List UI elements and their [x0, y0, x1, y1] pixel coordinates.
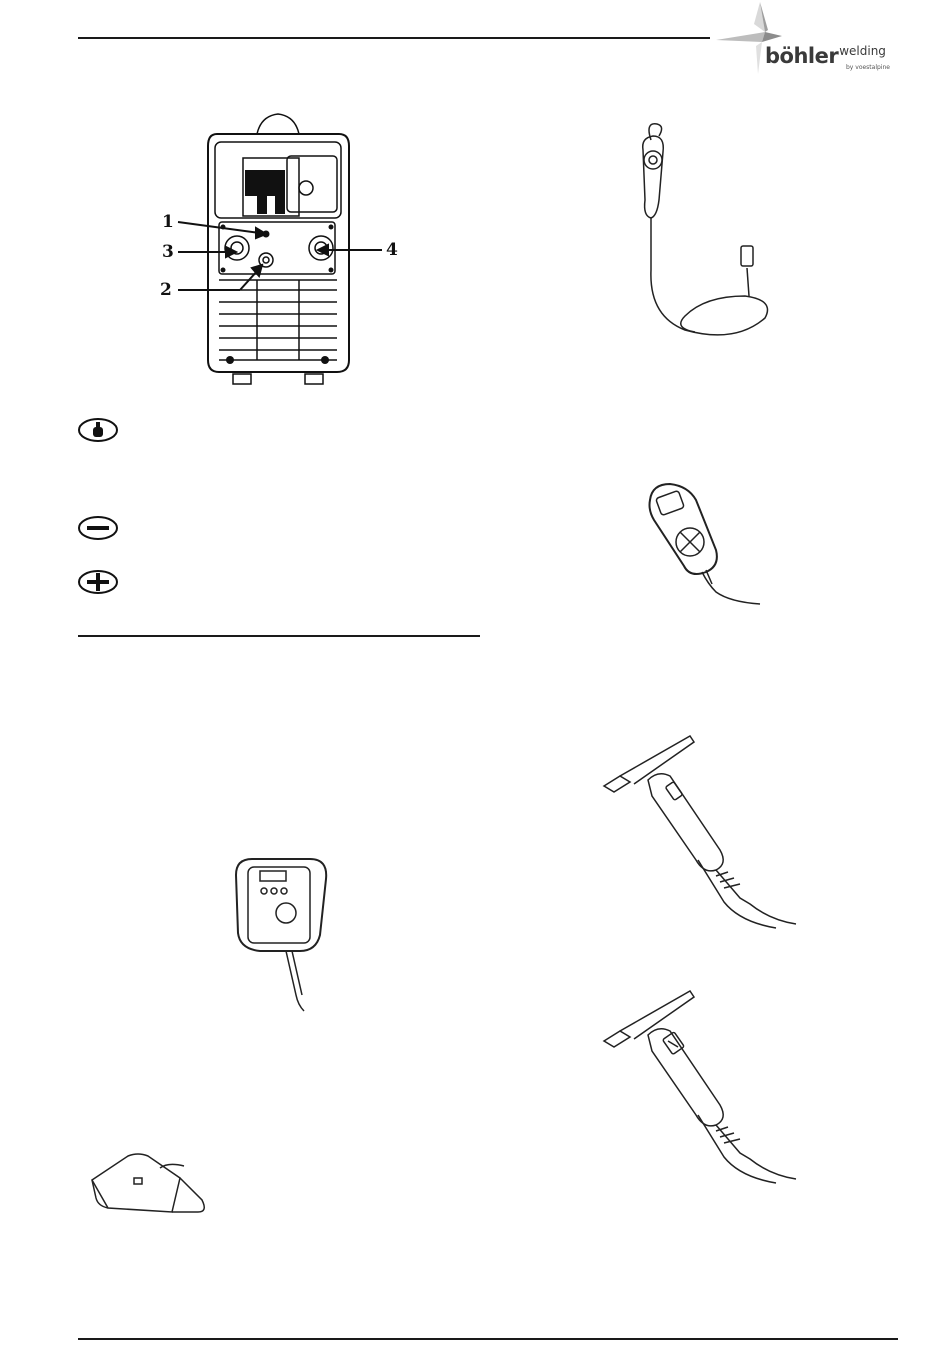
up-down-torch-icon [625, 120, 775, 350]
brand-name-light: welding [839, 44, 886, 58]
plus-circle-icon [78, 570, 118, 594]
brand-name-bold: böhler [765, 44, 839, 68]
callout-4: 4 [386, 240, 398, 260]
callout-1: 1 [162, 212, 174, 232]
footer-rule [78, 1338, 898, 1340]
callout-3: 3 [162, 242, 174, 262]
tig-torch-display-icon [600, 985, 810, 1185]
tig-torch-icon [600, 730, 810, 930]
remote-control-icon [640, 480, 770, 610]
gas-bottle-icon [78, 418, 118, 442]
minus-circle-icon [78, 516, 118, 540]
analog-remote-icon [230, 855, 340, 1015]
foot-pedal-icon [88, 1150, 218, 1240]
brand-subtitle: by voestalpine [846, 64, 890, 71]
callout-2: 2 [160, 280, 172, 300]
section-rule [78, 635, 480, 637]
